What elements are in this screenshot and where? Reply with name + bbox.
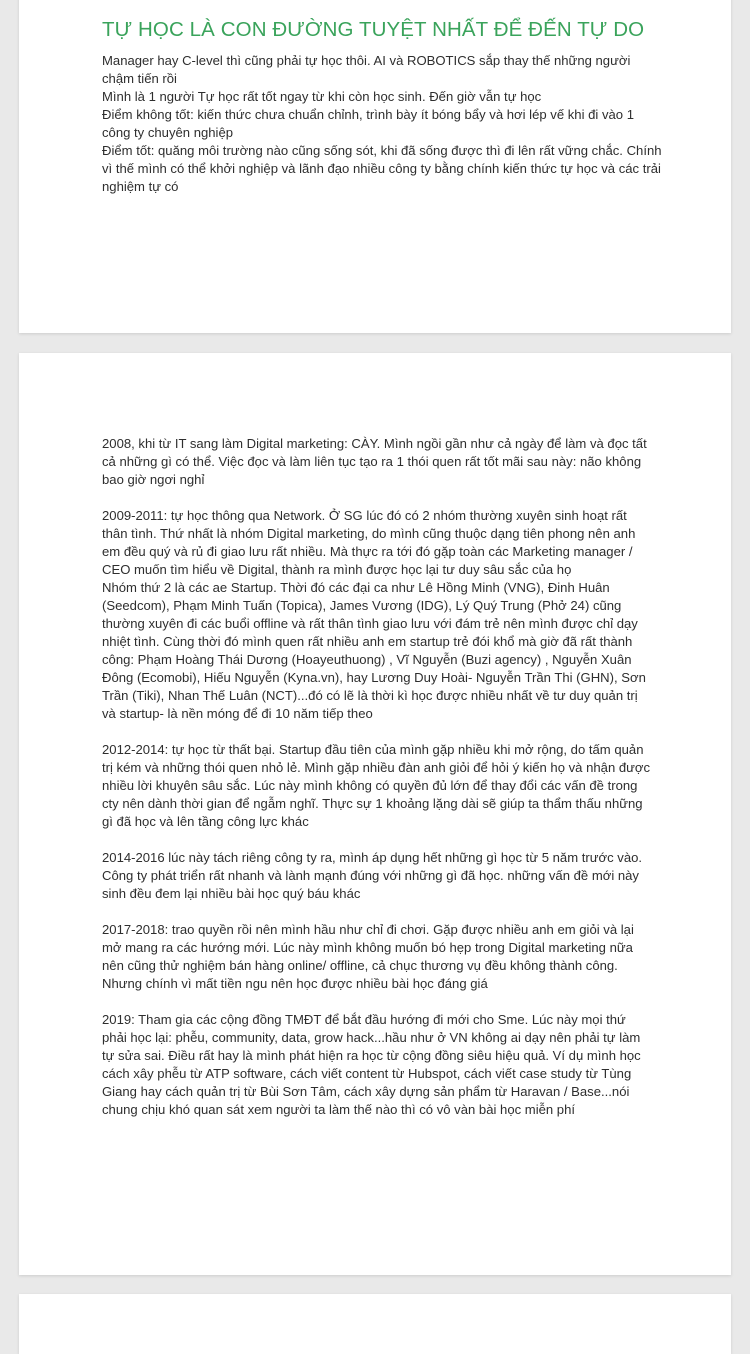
intro-line: Điểm tốt: quăng môi trường nào cũng sống sót, khi đã sống được thì đi lên rất vững chắc. Chính vì thế mình có thể khởi nghiệp và lãnh đạo nhiều công ty bằng chính kiến thức tự học và các trải nghiệm tự có — [102, 143, 662, 194]
intro-line: Manager hay C-level thì cũng phải tự học thôi. AI và ROBOTICS sắp thay thế những người chậm tiến rồi — [102, 53, 631, 86]
page-2-text — [102, 435, 654, 1119]
paragraph-2009-2011: 2009-2011: tự học thông qua Network. Ở SG lúc đó có 2 nhóm thường xuyên sinh hoạt rất thân tình. Thứ nhất là nhóm Digital marketing, do mình cũng thuộc dạng tiên phong nên anh em đều quý và rủ đi giao lưu rất nhiều. Mà thực ra tới đó gặp toàn các Marketing manager / CEO muốn tìm hiểu về Digital, thành ra mình được học lại tư duy sâu sắc của họ — [102, 508, 636, 577]
paragraph-2019: 2019: Tham gia các cộng đồng TMĐT để bắt đầu hướng đi mới cho Sme. Lúc này mọi thứ phải học lại: phễu, community, data, grow hack...hầu như ở VN không ai dạy nên phải tự làm tự sửa sai. Điều rất hay là mình phát hiện ra học từ cộng đồng siêu hiệu quả. Ví dụ mình học cách xây phễu từ ATP software, cách viết content từ Hubspot, cách viết case study từ Tùng Giang hay cách quản trị từ Bùi Sơn Tâm, cách xây dựng sản phẩm từ Haravan / Base...nói chung chịu khó quan sát xem người ta làm thế nào thì có vô vàn bài học miễn phí — [102, 1012, 641, 1117]
document-page-3 — [19, 1294, 731, 1354]
paragraph-2014-2016: 2014-2016 lúc này tách riêng công ty ra, mình áp dụng hết những gì học từ 5 năm trước vào. Công ty phát triển rất nhanh và lành mạnh đúng với những gì đã học. những vấn đề mới này sinh đều đem lại nhiều bài học quý báu khác — [102, 850, 643, 901]
paragraph-2017-2018: 2017-2018: trao quyền rồi nên mình hầu như chỉ đi chơi. Gặp được nhiều anh em giỏi và lại mở mang ra các hướng mới. Lúc này mình không muốn bó hẹp trong Digital marketing nữa nên cũng thử nghiệm bán hàng online/ offline, cả chục thương vụ đều không thành công. Nhưng chính vì mất tiền ngu nên học được nhiều bài học đáng giá — [102, 922, 634, 991]
document-page-1 — [19, 0, 731, 333]
paragraph-2012-2014: 2012-2014: tự học từ thất bại. Startup đầu tiên của mình gặp nhiều khi mở rộng, do tấm quản trị kém và những thói quen nhỏ lẻ. Mình gặp nhiều đàn anh giỏi để hỏi ý kiến họ và nhận được nhiều lời khuyên sâu sắc. Lúc này mình không có quyền đủ lớn để thay đổi các vấn đề trong cty nên dành thời gian để ngẫm nghĩ. Thực sự 1 khoảng lặng dài sẽ giúp ta thẩm thấu những gì đã học và lên tầng công lực khác — [102, 742, 651, 829]
document-title: TỰ HỌC LÀ CON ĐƯỜNG TUYỆT NHẤT ĐỂ ĐẾN TỰ DO — [102, 18, 645, 41]
intro-line: Mình là 1 người Tự học rất tốt ngay từ khi còn học sinh. Đến giờ vẫn tự học — [102, 89, 542, 104]
intro-line: Điểm không tốt: kiến thức chưa chuẩn chỉnh, trình bày ít bóng bẩy và hơi lép vế khi đi vào 1 công ty chuyên nghiệp — [102, 107, 634, 140]
paragraph-startup-group: Nhóm thứ 2 là các ae Startup. Thời đó các đại ca như Lê Hồng Minh (VNG), Đinh Huân (Seedcom), Phạm Minh Tuấn (Topica), James Vương (IDG), Lý Quý Trung (Phở 24) cũng thường xuyên đi các buổi offline và rất thân tình giao lưu với đám trẻ nên mình được chỉ dạy nhiệt tình. Cùng thời đó mình quen rất nhiều anh em startup trẻ đói khổ mà giờ đã rất thành công: Phạm Hoàng Thái Dương (Hoayeuthuong) , Vĩ Nguyễn (Buzi agency) , Nguyễn Xuân Đông (Ecomobi), Hiếu Nguyễn (Kyna.vn), hay Lương Duy Hoài- Nguyễn Trần Thi (GHN), Sơn Trần (Tiki), Nhan Thế Luân (NCT)...đó có lẽ là thời kì học được nhiều nhất về tư duy quản trị và startup- là nền móng để đi 10 năm tiếp theo — [102, 580, 646, 721]
document-page-2 — [19, 353, 731, 1275]
intro-text — [102, 52, 662, 196]
paragraph-2008: 2008, khi từ IT sang làm Digital marketing: CÀY. Mình ngồi gần như cả ngày để làm và đọc tất cả những gì có thể. Việc đọc và làm liên tục tạo ra 1 thói quen rất tốt mãi sau này: não không bao giờ ngơi nghỉ — [102, 436, 647, 487]
